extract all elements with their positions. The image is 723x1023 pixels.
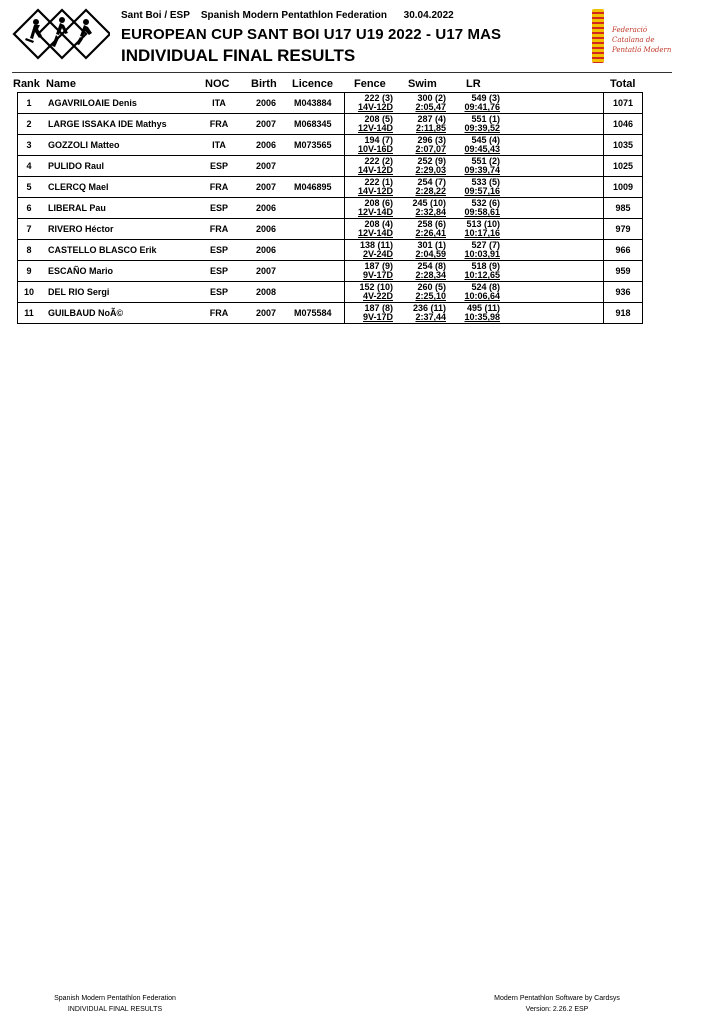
- swim-time: 2:07,07: [415, 144, 446, 154]
- fence-cell: [346, 261, 393, 281]
- swim-points: 252 (9): [417, 156, 446, 166]
- cell-divider: [603, 282, 604, 302]
- lr-cell: [448, 303, 500, 323]
- swim-cell: [396, 282, 446, 302]
- lr-cell: [448, 177, 500, 197]
- col-rank: Rank: [13, 78, 40, 90]
- table-row: [18, 177, 642, 198]
- swim-cell: [396, 240, 446, 260]
- lr-points: 513 (10): [466, 219, 500, 229]
- fence-record: 2V-24D: [362, 249, 393, 259]
- cell-divider: [344, 177, 345, 197]
- total-cell: 1025: [612, 161, 634, 171]
- lr-cell: [448, 114, 500, 134]
- rank-cell: 7: [26, 224, 32, 234]
- cell-divider: [344, 135, 345, 155]
- cell-divider: [344, 261, 345, 281]
- cell-divider: [603, 219, 604, 239]
- fence-cell: [346, 198, 393, 218]
- fence-cell: [346, 240, 393, 260]
- cell-divider: [344, 198, 345, 218]
- licence-cell: M075584: [294, 308, 332, 318]
- table-row: [18, 135, 642, 156]
- birth-cell: 2006: [255, 224, 277, 234]
- federation-logo-icon: [590, 9, 680, 65]
- swim-points: 287 (4): [417, 114, 446, 124]
- lr-time: 10:35,98: [464, 312, 500, 322]
- rank-cell: 4: [26, 161, 32, 171]
- results-title: INDIVIDUAL FINAL RESULTS: [121, 46, 356, 65]
- licence-cell: M046895: [294, 182, 332, 192]
- athlete-name: LARGE ISSAKA IDE Mathys: [48, 119, 167, 129]
- fence-cell: [346, 219, 393, 239]
- fence-points: 222 (3): [364, 93, 393, 103]
- rank-cell: 1: [26, 98, 32, 108]
- noc-cell: FRA: [209, 182, 229, 192]
- fence-cell: [346, 303, 393, 323]
- fence-cell: [346, 156, 393, 176]
- cell-divider: [603, 114, 604, 134]
- date: 30.04.2022: [403, 10, 454, 21]
- lr-time: 09:39,52: [464, 123, 500, 133]
- birth-cell: 2007: [255, 182, 277, 192]
- fence-points: 152 (10): [359, 282, 393, 292]
- noc-cell: ESP: [209, 245, 228, 255]
- title-separator: -: [426, 26, 432, 43]
- table-row: [18, 93, 642, 114]
- athlete-name: LIBERAL Pau: [48, 203, 106, 213]
- licence-cell: [294, 261, 342, 281]
- lr-points: 524 (8): [471, 282, 500, 292]
- lr-points: 545 (4): [471, 135, 500, 145]
- lr-time: 10:17,16: [464, 228, 500, 238]
- swim-cell: [396, 219, 446, 239]
- lr-cell: [448, 93, 500, 113]
- lr-cell: [448, 282, 500, 302]
- athlete-name: RIVERO Héctor: [48, 224, 114, 234]
- lr-points: 527 (7): [471, 240, 500, 250]
- fence-cell: [346, 114, 393, 134]
- lr-points: 532 (6): [471, 198, 500, 208]
- swim-cell: [396, 135, 446, 155]
- fence-record: 12V-14D: [357, 207, 393, 217]
- col-birth: Birth: [251, 78, 277, 90]
- birth-cell: 2006: [255, 245, 277, 255]
- footer-doc-title: INDIVIDUAL FINAL RESULTS: [67, 1006, 163, 1013]
- noc-cell: FRA: [209, 119, 229, 129]
- swim-points: 260 (5): [417, 282, 446, 292]
- swim-time: 2:11,85: [415, 123, 446, 133]
- noc-cell: FRA: [209, 224, 229, 234]
- fence-record: 14V-12D: [357, 186, 393, 196]
- venue: Sant Boi / ESP: [121, 10, 190, 21]
- fence-points: 222 (2): [364, 156, 393, 166]
- col-name: Name: [46, 78, 76, 90]
- birth-cell: 2007: [255, 266, 277, 276]
- birth-cell: 2007: [255, 161, 277, 171]
- lr-time: 09:58,61: [464, 207, 500, 217]
- birth-cell: 2006: [255, 140, 277, 150]
- lr-cell: [448, 240, 500, 260]
- fence-record: 10V-16D: [357, 144, 393, 154]
- cell-divider: [603, 303, 604, 323]
- lr-time: 09:39,74: [464, 165, 500, 175]
- licence-cell: [294, 156, 342, 176]
- total-cell: 959: [615, 266, 631, 276]
- fence-record: 12V-14D: [357, 228, 393, 238]
- lr-cell: [448, 156, 500, 176]
- fence-record: 9V-17D: [362, 312, 393, 322]
- lr-time: 09:57,16: [464, 186, 500, 196]
- swim-time: 2:32,84: [415, 207, 446, 217]
- organizer: Spanish Modern Pentathlon Federation: [200, 10, 387, 21]
- noc-cell: ESP: [209, 161, 228, 171]
- swim-time: 2:25,10: [415, 291, 446, 301]
- fence-points: 138 (11): [359, 240, 393, 250]
- rank-cell: 5: [26, 182, 32, 192]
- licence-cell: [294, 219, 342, 239]
- athlete-name: DEL RIO Sergi: [48, 287, 110, 297]
- lr-points: 551 (1): [471, 114, 500, 124]
- fence-points: 208 (5): [364, 114, 393, 124]
- lr-points: 533 (5): [471, 177, 500, 187]
- fence-record: 12V-14D: [357, 123, 393, 133]
- swim-points: 245 (10): [412, 198, 446, 208]
- fence-points: 187 (8): [364, 303, 393, 313]
- footer-right: [482, 993, 632, 1015]
- cell-divider: [344, 282, 345, 302]
- lr-points: 495 (11): [466, 303, 500, 313]
- swim-cell: [396, 114, 446, 134]
- cell-divider: [603, 198, 604, 218]
- lr-time: 10:03,91: [464, 249, 500, 259]
- lr-cell: [448, 198, 500, 218]
- rank-cell: 6: [26, 203, 32, 213]
- noc-cell: ITA: [212, 140, 226, 150]
- footer-organizer: Spanish Modern Pentathlon Federation: [54, 995, 176, 1002]
- rank-cell: 10: [23, 287, 34, 297]
- licence-cell: M043884: [294, 98, 332, 108]
- fence-cell: [346, 177, 393, 197]
- table-row: [18, 114, 642, 135]
- fence-record: 4V-22D: [362, 291, 393, 301]
- fence-cell: [346, 93, 393, 113]
- licence-cell: M073565: [294, 140, 332, 150]
- noc-cell: ESP: [209, 266, 228, 276]
- lr-cell: [448, 261, 500, 281]
- col-total: Total: [610, 78, 636, 90]
- lr-cell: [448, 135, 500, 155]
- fence-record: 14V-12D: [357, 165, 393, 175]
- athlete-name: GOZZOLI Matteo: [48, 140, 120, 150]
- table-row: [18, 282, 642, 303]
- swim-time: 2:28,22: [415, 186, 446, 196]
- col-licence: Licence: [292, 78, 333, 90]
- cell-divider: [603, 177, 604, 197]
- lr-points: 549 (3): [471, 93, 500, 103]
- col-noc: NOC: [205, 78, 230, 90]
- cell-divider: [344, 303, 345, 323]
- swim-points: 296 (3): [417, 135, 446, 145]
- rank-cell: 2: [26, 119, 32, 129]
- lr-points: 518 (9): [471, 261, 500, 271]
- table-row: [18, 219, 642, 240]
- cell-divider: [344, 240, 345, 260]
- birth-cell: 2007: [255, 119, 277, 129]
- total-cell: 985: [615, 203, 631, 213]
- licence-cell: [294, 198, 342, 218]
- footer-software: Modern Pentathlon Software by Cardsys: [494, 995, 620, 1002]
- cell-divider: [344, 114, 345, 134]
- noc-cell: ITA: [212, 98, 226, 108]
- event-title: EUROPEAN CUP SANT BOI U17 U19 2022 - U17 MAS: [121, 26, 502, 43]
- birth-cell: 2006: [255, 98, 277, 108]
- cell-divider: [344, 93, 345, 113]
- fence-points: 187 (9): [364, 261, 393, 271]
- athlete-name: GUILBAUD NoÃ©: [48, 308, 124, 318]
- licence-cell: M068345: [294, 119, 332, 129]
- col-lr: LR: [466, 78, 481, 90]
- licence-cell: [294, 240, 342, 260]
- lr-time: 10:06,64: [464, 291, 500, 301]
- birth-cell: 2007: [255, 308, 277, 318]
- noc-cell: FRA: [209, 308, 229, 318]
- fence-cell: [346, 135, 393, 155]
- table-row: [18, 303, 642, 323]
- athlete-name: CLERCQ Mael: [48, 182, 109, 192]
- table-row: [18, 156, 642, 177]
- swim-time: 2:05,47: [415, 102, 446, 112]
- swim-cell: [396, 156, 446, 176]
- lr-time: 09:41,76: [464, 102, 500, 112]
- licence-cell: [294, 282, 342, 302]
- lr-cell: [448, 219, 500, 239]
- fence-points: 208 (4): [364, 219, 393, 229]
- cell-divider: [603, 93, 604, 113]
- cell-divider: [344, 219, 345, 239]
- swim-cell: [396, 303, 446, 323]
- swim-time: 2:29,03: [415, 165, 446, 175]
- athlete-name: CASTELLO BLASCO Erik: [48, 245, 157, 255]
- lr-time: 09:45,43: [464, 144, 500, 154]
- cell-divider: [603, 135, 604, 155]
- pentathlon-logo-icon: [12, 8, 110, 60]
- swim-cell: [396, 177, 446, 197]
- senyera-icon: [592, 9, 604, 63]
- rank-cell: 9: [26, 266, 32, 276]
- swim-points: 301 (1): [417, 240, 446, 250]
- fence-cell: [346, 282, 393, 302]
- noc-cell: ESP: [209, 287, 228, 297]
- total-cell: 1071: [612, 98, 634, 108]
- category: U17 MAS: [435, 26, 502, 43]
- athlete-name: ESCAÑO Mario: [48, 266, 114, 276]
- lr-time: 10:12,65: [464, 270, 500, 280]
- total-cell: 1035: [612, 140, 634, 150]
- fence-points: 194 (7): [364, 135, 393, 145]
- swim-cell: [396, 261, 446, 281]
- swim-time: 2:37,44: [415, 312, 446, 322]
- total-cell: 1046: [612, 119, 634, 129]
- table-row: [18, 240, 642, 261]
- swim-points: 254 (7): [417, 177, 446, 187]
- total-cell: 1009: [612, 182, 634, 192]
- athlete-name: PULIDO Raul: [48, 161, 105, 171]
- swim-cell: [396, 198, 446, 218]
- total-cell: 966: [615, 245, 631, 255]
- table-row: [18, 198, 642, 219]
- swim-points: 258 (6): [417, 219, 446, 229]
- footer-left: [40, 993, 190, 1015]
- swim-time: 2:28,34: [415, 270, 446, 280]
- rank-cell: 3: [26, 140, 32, 150]
- federation-logo-text: Federació Catalana de Pentatló Modern: [612, 26, 672, 54]
- fence-points: 208 (6): [364, 198, 393, 208]
- cell-divider: [344, 156, 345, 176]
- col-fence: Fence: [354, 78, 386, 90]
- rank-cell: 11: [24, 308, 34, 318]
- footer-version: Version: 2.26.2 ESP: [525, 1006, 589, 1013]
- athlete-name: AGAVRILOAIE Denis: [48, 98, 137, 108]
- fence-points: 222 (1): [364, 177, 393, 187]
- swim-points: 300 (2): [417, 93, 446, 103]
- swim-cell: [396, 93, 446, 113]
- noc-cell: ESP: [209, 203, 228, 213]
- total-cell: 936: [615, 287, 631, 297]
- header-divider: [12, 72, 672, 73]
- swim-points: 236 (11): [412, 303, 446, 313]
- rank-cell: 8: [26, 245, 32, 255]
- lr-points: 551 (2): [471, 156, 500, 166]
- cell-divider: [603, 240, 604, 260]
- total-cell: 918: [615, 308, 631, 318]
- fence-record: 14V-12D: [357, 102, 393, 112]
- table-row: [18, 261, 642, 282]
- cell-divider: [603, 261, 604, 281]
- birth-cell: 2008: [255, 287, 277, 297]
- swim-points: 254 (8): [417, 261, 446, 271]
- swim-time: 2:04,59: [415, 249, 446, 259]
- cell-divider: [603, 156, 604, 176]
- header-meta: [121, 10, 454, 21]
- fence-record: 9V-17D: [362, 270, 393, 280]
- swim-time: 2:26,41: [415, 228, 446, 238]
- birth-cell: 2006: [255, 203, 277, 213]
- results-table: [17, 92, 643, 324]
- total-cell: 979: [615, 224, 631, 234]
- col-swim: Swim: [408, 78, 437, 90]
